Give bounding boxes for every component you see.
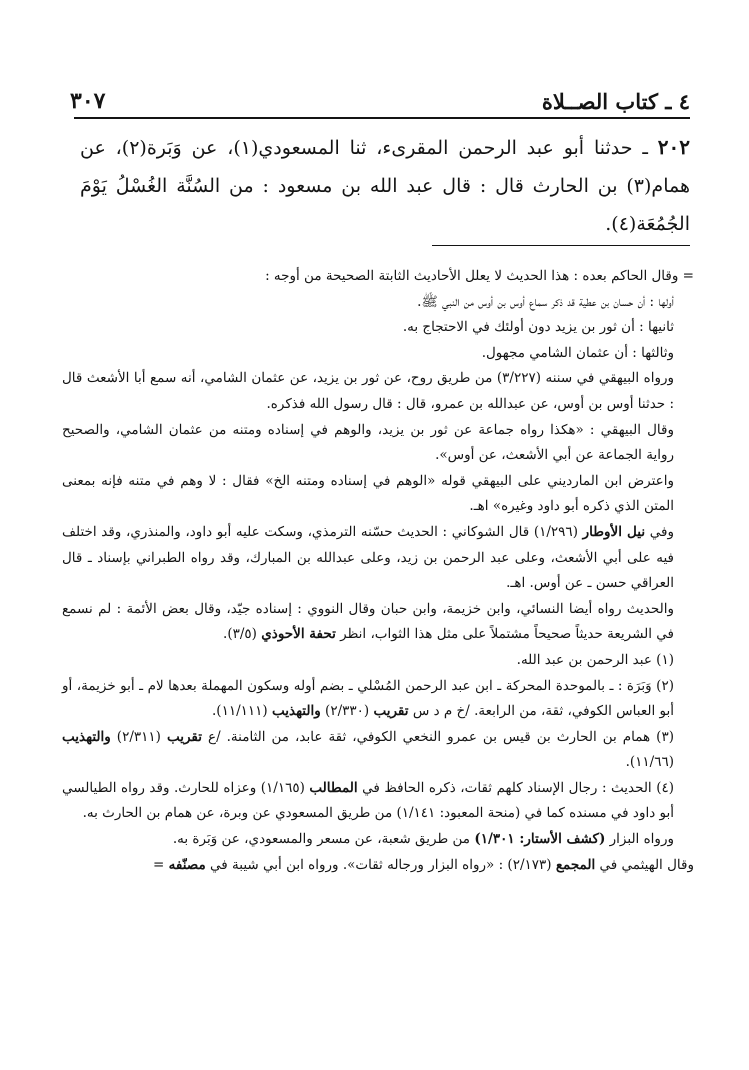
footnote-1: (١) عبد الرحمن بن عبد الله. [516, 651, 674, 668]
note2-ref: (٢/٣٣٠) [325, 703, 370, 720]
note2-source: والتهذيب [271, 703, 321, 720]
nail-prefix: وفي [649, 523, 674, 540]
footnote-paragraph [62, 597, 694, 648]
also-text: (٣/٥). [223, 626, 257, 643]
footnote-paragraph [62, 827, 694, 853]
footnote-separator [432, 245, 690, 246]
note4-text: (٤) الحديث : رجال الإسناد كلهم ثقات، ذكره الحافظ في [362, 779, 675, 796]
page-number: ٣٠٧ [70, 88, 106, 114]
running-title: ٤ ـ كتاب الصــلاة [541, 89, 690, 114]
continuation-mark: = [153, 856, 165, 873]
footnote-2 [62, 674, 694, 725]
bazzar-source: (كشف الأستار: ١/٣٠١) [474, 831, 606, 848]
footnote-paragraph [62, 853, 694, 879]
haythami-text: (٢/١٧٣) : «رواه البزار ورجاله ثقات». ورواه ابن أبي شيبة في [210, 856, 552, 873]
header-rule [74, 117, 690, 119]
footnote-paragraph: وثالثها : أن عثمان الشامي مجهول. [481, 344, 674, 361]
haythami-prefix: وقال الهيثمي في [599, 856, 694, 873]
also-prefix: والحديث رواه أيضا النسائي، وابن خزيمة، وابن حبان وقال النووي : إسناده جيّد، وقال بعض الأئمة : لم نسمع في الشريعة حديثاً صحيحاً مشتملاً على مثل هذا الثواب، انظر [62, 600, 674, 643]
footnote-paragraph: ثانيها : أن ثور بن يزيد دون أولئك في الاحتجاج به. [402, 319, 674, 336]
also-source: تحفة الأحوذي [261, 626, 336, 643]
footnote-paragraph: واعترض ابن المارديني على البيهقي قوله «الوهم في إسناده ومتنه الخ» فقال : لا وهم في متنه فإنه بمعنى المتن الذي ذكره أبو داود وغيره» اهـ. [62, 472, 674, 515]
footnote-paragraph: ورواه البيهقي في سننه (٣/٢٢٧) من طريق روح، عن ثور بن يزيد، عن عثمان الشامي، أنه سمع أبا الأشعث قال : حدثنا أوس بن أوس، عن عبدالله بن عمرو، قال : قال رسول الله فذكره. [62, 370, 675, 412]
note3-ref: (١١/٦٦). [625, 754, 674, 771]
haythami-source: المجمع [555, 856, 596, 873]
nail-text: (١/٢٩٦) قال الشوكاني : الحديث حسّنه الترمذي، وسكت عليه أبو داود، والمنذري، وقد اختلف فيه على أبي الأشعث، وعلى عبد الرحمن بن زيد، وعلى عبدالله بن المبارك، وقد رواه الطبراني بإسناد ـ قال العراقي حسن ـ عن أوس. اهـ. [62, 523, 674, 592]
note3-text: (٣) همام بن الحارث بن قيس بن عمرو النخعي الكوفي، ثقة عابد، من الثامنة. /ع [208, 728, 674, 745]
bazzar-prefix: ورواه البزار [609, 831, 674, 848]
hadith-text: ـ حدثنا أبو عبد الرحمن المقرىء، ثنا المسعودي(١)، عن وَبَرة(٢)، عن همام(٣) بن الحارث قال : قال عبد الله بن مسعود : من السُنَّة الغُسْلُ يَوْمَ الجُمُعَة(٤). [80, 137, 690, 235]
hadith-number: ٢٠٢ [657, 135, 690, 159]
footnote-3 [62, 725, 694, 776]
page-header [70, 84, 690, 114]
nail-source: نيل الأوطار [582, 523, 646, 540]
note3-source: والتهذيب [62, 728, 111, 745]
note3-ref: (٢/٣١١) [116, 728, 161, 745]
footnotes [62, 264, 694, 878]
bazzar-text: من طريق شعبة، عن مسعر والمسعودي، عن وَبَرة به. [172, 831, 471, 848]
footnote-paragraph: = وقال الحاكم بعده : هذا الحديث لا يعلل الأحاديث الثابتة الصحيحة من أوجه : [265, 268, 694, 284]
note3-source: تقريب [166, 728, 202, 745]
note4-text: (١/١٦٥) وعزاه للحارث. وقد رواه الطيالسي أبو داود في مسنده كما في (منحة المعبود: ١/١٤١) من طريق المسعودي عن وبرة، عن همام بن الحارث به. [62, 779, 674, 822]
note2-source: تقريب [373, 703, 409, 720]
haythami-source: مصنّفه [168, 856, 206, 873]
footnote-paragraph: أولها : أن حسان بن عطية قد ذكر سماع أوس بن أوس من النبي ﷺ. [417, 293, 674, 310]
footnote-4 [62, 776, 694, 827]
footnote-paragraph [62, 520, 694, 597]
note4-source: المطالب [309, 779, 358, 796]
note2-text: (٢) وَبَرَة : ـ بالموحدة المحركة ـ ابن عبد الرحمن المُسْلي ـ بضم أوله وسكون المهملة بعدها لام ـ أبو خزيمة، أو أبو العباس الكوفي، ثقة، من الرابعة. /خ م د س [62, 677, 674, 720]
hadith-text-block [80, 128, 690, 243]
note2-ref: (١١/١١١). [212, 703, 268, 720]
footnote-paragraph: وقال البيهقي : «هكذا رواه جماعة عن ثور بن يزيد، والوهم في إسناده ومتنه من عثمان الشامي، والصحيح رواية الجماعة عن أبي الأشعث، عن أوس». [62, 421, 674, 464]
